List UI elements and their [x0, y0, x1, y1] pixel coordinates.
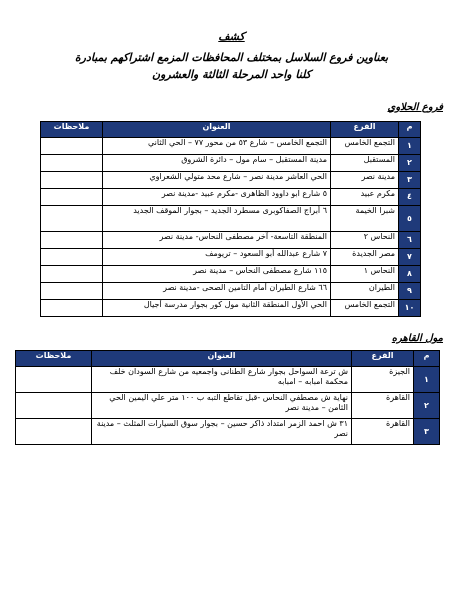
row-number: ٣ — [399, 172, 421, 189]
table-row — [41, 249, 421, 266]
branch-name: الطيران — [331, 283, 399, 300]
row-number: ٣ — [414, 419, 440, 445]
branch-address: المنطقة التاسعة- آخر مصطفى النحاس- مدينة نصر — [103, 232, 331, 249]
table-row — [41, 172, 421, 189]
branch-notes — [41, 138, 103, 155]
col-header-address: العنوان — [103, 122, 331, 138]
branch-notes — [41, 283, 103, 300]
table-row — [16, 419, 440, 445]
row-number: ٦ — [399, 232, 421, 249]
branch-name: التجمع الخامس — [331, 300, 399, 317]
branch-name: النحاس ٢ — [331, 232, 399, 249]
branch-address: ٦٦ شارع الطيران أمام التامين الصحى -مدينة نصر — [103, 283, 331, 300]
table-row — [41, 206, 421, 232]
row-number: ٥ — [399, 206, 421, 232]
col-header-num: م — [414, 351, 440, 367]
document-subtitle — [20, 49, 443, 83]
table-row — [41, 232, 421, 249]
branch-name: شبرا الخيمة — [331, 206, 399, 232]
branch-name: الجيزة — [352, 367, 414, 393]
col-header-num: م — [399, 122, 421, 138]
row-number: ٤ — [399, 189, 421, 206]
branch-notes — [16, 393, 92, 419]
branch-notes — [41, 155, 103, 172]
branch-address: الحي العاشر مدينة نصر – شارع محد متولي الشعراوي — [103, 172, 331, 189]
branch-address: الحي الأول المنطقة الثانية مول كور بجوار مدرسة أجيال — [103, 300, 331, 317]
section-heading-halawy: فروع الحلاوي — [387, 102, 443, 113]
branch-address: ش ترعة السواحل بجوار شارع الطنانى واجمعيه من شارع السودان خلف محكمة امبابه – امبابه — [92, 367, 352, 393]
branch-name: مصر الجديدة — [331, 249, 399, 266]
branch-name: مكرم عبيد — [331, 189, 399, 206]
col-header-branch: الفرع — [352, 351, 414, 367]
branch-address: ٧ شارع عبدالله أبو السعود – تريومف — [103, 249, 331, 266]
branch-notes — [41, 206, 103, 232]
branch-name: القاهرة — [352, 419, 414, 445]
row-number: ١ — [399, 138, 421, 155]
branch-notes — [16, 367, 92, 393]
branch-name: القاهرة — [352, 393, 414, 419]
branch-notes — [41, 249, 103, 266]
branch-name: مدينة نصر — [331, 172, 399, 189]
document-title: كشف — [218, 30, 245, 43]
table-row — [41, 300, 421, 317]
branch-address: ٦ أبراج الصفاكوبرى مسطرد الجديد – بجوار الموقف الجديد — [103, 206, 331, 232]
branch-name: المستقبل — [331, 155, 399, 172]
col-header-address: العنوان — [92, 351, 352, 367]
branch-notes — [41, 266, 103, 283]
branch-notes — [41, 172, 103, 189]
table-row — [41, 189, 421, 206]
table-row — [16, 367, 440, 393]
branch-address: ٣١ ش احمد الزمر امتداد ذاكر حسين – بجوار سوق السيارات المثلث – مدينة نصر — [92, 419, 352, 445]
table-row — [16, 393, 440, 419]
col-header-branch: الفرع — [331, 122, 399, 138]
branch-notes — [41, 189, 103, 206]
table-row — [41, 138, 421, 155]
section-heading-cairo-mall: مول القاهره — [391, 333, 443, 344]
branch-notes — [16, 419, 92, 445]
branch-notes — [41, 232, 103, 249]
row-number: ٨ — [399, 266, 421, 283]
table-row — [41, 283, 421, 300]
branch-name: التجمع الخامس — [331, 138, 399, 155]
table-header-row — [16, 351, 440, 367]
row-number: ٢ — [414, 393, 440, 419]
row-number: ١ — [414, 367, 440, 393]
col-header-notes: ملاحظات — [41, 122, 103, 138]
row-number: ١٠ — [399, 300, 421, 317]
col-header-notes: ملاحظات — [16, 351, 92, 367]
branch-address: ٥ شارع ابو داوود الظاهرى -مكرم عبيد -مدينة نصر — [103, 189, 331, 206]
branch-address: ١١٥ شارع مصطفى النحاس – مدينة نصر — [103, 266, 331, 283]
row-number: ٢ — [399, 155, 421, 172]
row-number: ٧ — [399, 249, 421, 266]
cairo-mall-branches-table — [15, 350, 440, 445]
table-row — [41, 266, 421, 283]
branch-address: نهاية ش مصطفي النحاس -قبل تقاطع التبه ب ١٠٠ متر علي اليمين الحي الثامن – مدينة نصر — [92, 393, 352, 419]
subtitle-line-1: بعناوين فروع السلاسل بمختلف المحافظات المزمع اشتراكهم بمبادرة — [74, 51, 389, 64]
table-header-row — [41, 122, 421, 138]
row-number: ٩ — [399, 283, 421, 300]
branch-name: النحاس ١ — [331, 266, 399, 283]
halawy-branches-table — [40, 121, 421, 317]
branch-notes — [41, 300, 103, 317]
branch-address: التجمع الخامس – شارع ٥٣ من محور ٧٧ – الحي الثاني — [103, 138, 331, 155]
branch-address: مدينة المستقبل – سام مول – دائرة الشروق — [103, 155, 331, 172]
subtitle-line-2: كلنا واحد المرحلة الثالثة والعشرون — [152, 68, 311, 81]
table-row — [41, 155, 421, 172]
